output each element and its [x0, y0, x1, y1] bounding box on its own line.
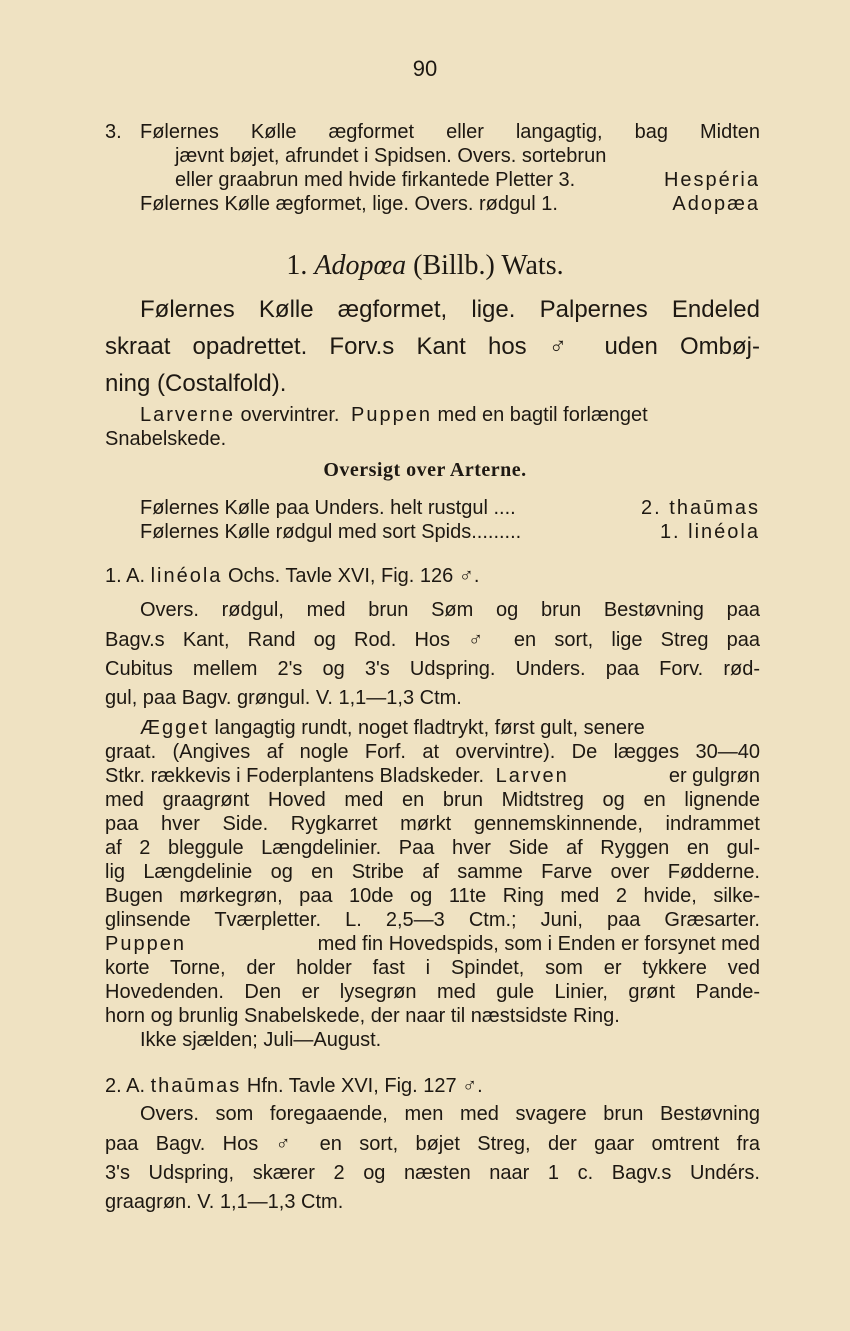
larva-description: af 2 bleggule Længdelinier. Paa hver Side af Ryggen en gul-	[105, 837, 760, 859]
pupa-text: med fin Hovedspids, som i Enden er forsynet med	[317, 933, 760, 955]
pupa-label: Puppen	[351, 404, 432, 426]
genus-name: Adopœa	[314, 250, 407, 281]
key-item-line	[140, 194, 760, 214]
species-name: thaūmas	[150, 1075, 242, 1097]
larva-text: overvintrer.	[240, 404, 340, 426]
overview-row-text: Følernes Kølle paa Unders. helt rustgul ....	[140, 497, 516, 519]
species-description: Overs. rødgul, med brun Søm og brun Bestøvning paa	[140, 599, 760, 621]
species-number: 2. A.	[105, 1075, 146, 1097]
pupa-description: korte Torne, der holder fast i Spindet, som er tykkere ved	[105, 957, 760, 979]
overview-row-ref: 1. linéola	[659, 521, 760, 543]
species-number: 1. A.	[105, 565, 146, 587]
species-description: 3's Udspring, skærer 2 og næsten naar 1 c. Bagv.s Undérs.	[105, 1162, 760, 1184]
overview-row	[140, 522, 760, 542]
egg-description: graat. (Angives af nogle Forf. at overvintre). De lægges 30—40	[105, 741, 760, 763]
key-item-line	[175, 170, 760, 190]
larva-label: Larven	[495, 765, 569, 787]
egg-description	[105, 766, 760, 786]
species-description: Bagv.s Kant, Rand og Rod. Hos ♂ en sort, lige Streg paa	[105, 629, 760, 651]
genus-description: Følernes Kølle ægformet, lige. Palpernes Endeled	[140, 296, 760, 323]
pupa-label: Puppen	[105, 933, 186, 955]
genus-description: skraat opadrettet. Forv.s Kant hos ♂ uden Ombøj-	[105, 333, 760, 360]
pupa-description: Hovedenden. Den er lysegrøn med gule Linier, grønt Pande-	[105, 981, 760, 1003]
taxon-name: Hespéria	[663, 169, 760, 191]
species-name: linéola	[150, 565, 223, 587]
larva-description: Bugen mørkegrøn, paa 10de og 11te Ring med 2 hvide, silke-	[105, 885, 760, 907]
genus-number: 1.	[286, 250, 308, 281]
species-heading	[105, 1076, 483, 1096]
species-description: gul, paa Bagv. grøngul. V. 1,1—1,3 Ctm.	[105, 687, 462, 709]
larva-description: paa hver Side. Rygkarret mørkt gennemskinnende, indrammet	[105, 813, 760, 835]
overview-row-ref: 2. thaūmas	[641, 497, 760, 519]
occurrence-note: Ikke sjælden; Juli—August.	[140, 1029, 382, 1051]
overview-title: Oversigt over Arterne.	[323, 459, 527, 481]
species-description: Cubitus mellem 2's og 3's Udspring. Unders. paa Forv. rød-	[105, 658, 760, 680]
species-description: graagrøn. V. 1,1—1,3 Ctm.	[105, 1191, 344, 1213]
key-item-line: jævnt bøjet, afrundet i Spidsen. Overs. sortebrun	[175, 145, 607, 167]
genus-description: ning (Costalfold).	[105, 370, 287, 397]
larva-label: Larverne	[140, 404, 235, 426]
key-item-line: Følernes Kølle ægformet eller langagtig, bag Midten	[140, 121, 760, 143]
key-item-number: 3.	[105, 121, 122, 143]
egg-text: Stkr. rækkevis i Foderplantens Bladskeder.	[105, 765, 485, 787]
key-item-text: eller graabrun med hvide firkantede Pletter 3.	[175, 169, 576, 191]
larva-description: glinsende Tværpletter. L. 2,5—3 Ctm.; Juni, paa Græsarter.	[105, 909, 760, 931]
overview-row-text: Følernes Kølle rødgul med sort Spids.........	[140, 521, 522, 543]
larva-description: med graagrønt Hoved med en brun Midtstreg og en lignende	[105, 789, 760, 811]
egg-description	[140, 718, 760, 738]
pupa-description: horn og brunlig Snabelskede, der naar til næstsidste Ring.	[105, 1005, 620, 1027]
genus-biology: Snabelskede.	[105, 428, 227, 450]
pupa-description	[105, 934, 760, 954]
key-item-text: Følernes Kølle ægformet, lige. Overs. rødgul 1.	[140, 193, 558, 215]
species-description: paa Bagv. Hos ♂ en sort, bøjet Streg, der gaar omtrent fra	[105, 1133, 760, 1155]
species-description: Overs. som foregaaende, men med svagere brun Bestøvning	[140, 1103, 760, 1125]
genus-heading	[0, 252, 850, 280]
larva-text: er gulgrøn	[668, 765, 760, 787]
taxon-name: Adopæa	[672, 193, 760, 215]
species-heading	[105, 566, 479, 586]
larva-description: lig Længdelinie og en Stribe af samme Farve over Fødderne.	[105, 861, 760, 883]
egg-text: langagtig rundt, noget fladtrykt, først gult, senere	[214, 717, 645, 739]
overview-row	[140, 498, 760, 518]
genus-biology	[140, 405, 760, 425]
egg-label: Ægget	[140, 717, 209, 739]
page-number: 90	[412, 56, 438, 81]
species-reference: Hfn. Tavle XVI, Fig. 127 ♂.	[246, 1075, 483, 1097]
pupa-text: med en bagtil forlænget	[437, 404, 648, 426]
genus-author: (Billb.) Wats.	[413, 250, 564, 281]
species-reference: Ochs. Tavle XVI, Fig. 126 ♂.	[227, 565, 480, 587]
